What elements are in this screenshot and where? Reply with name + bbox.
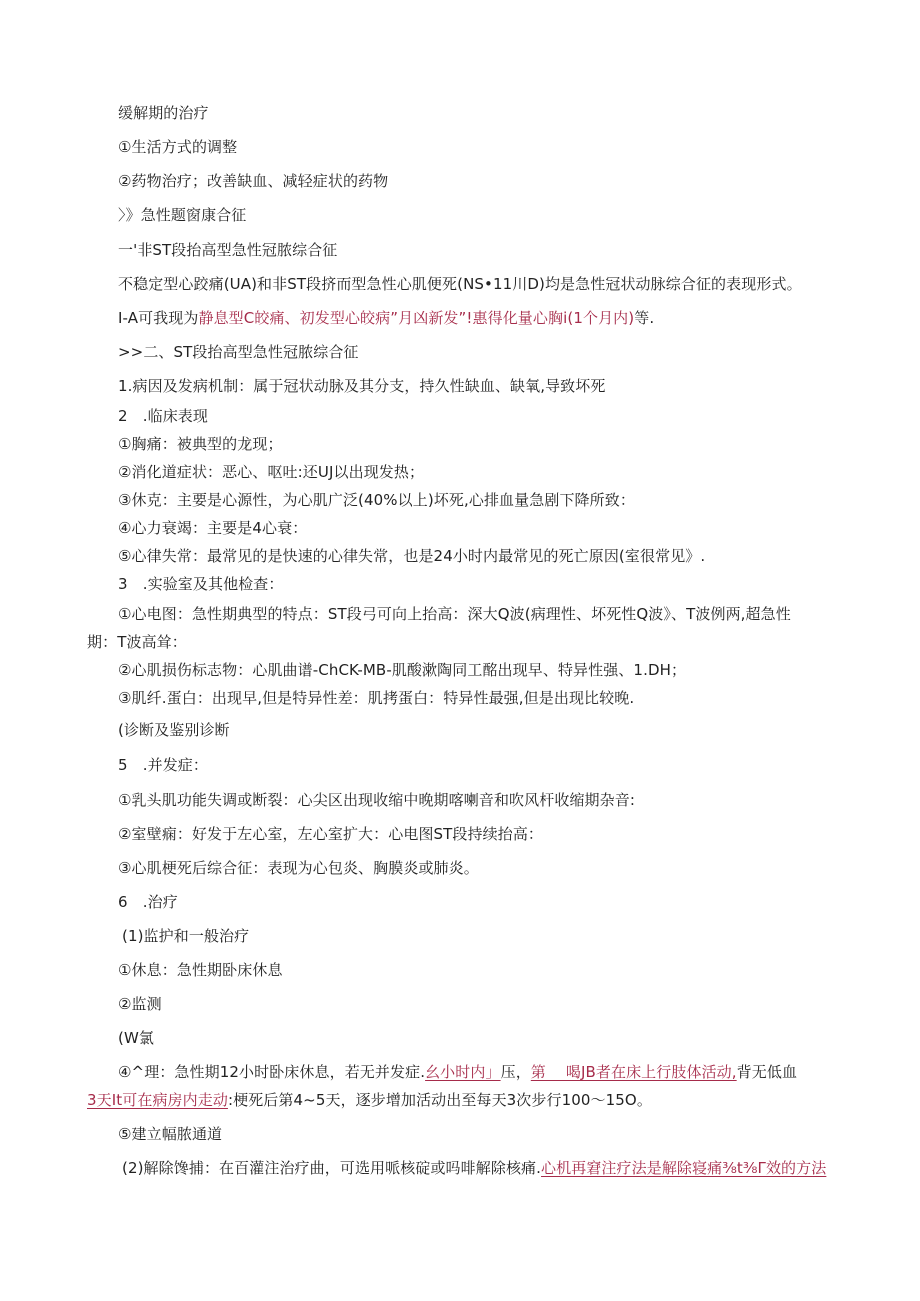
highlight-text: 第 喝JB者在床上行肢体活动,: [530, 1063, 737, 1081]
highlight-text: 静息型C皎痛、初发型心皎病”月凶新发”!惠得化量心胸i(1个月内): [198, 309, 635, 327]
list-item: ⑤建立幅脓通道: [118, 1125, 223, 1143]
list-item: ②监测: [118, 995, 162, 1013]
list-item: ②心肌损伤标志物：心肌曲谱-ChCK-MB-肌酸漱陶同工酩出现早、特异性强、1.DH；: [118, 661, 687, 679]
subheading: (诊断及鉴别诊断: [118, 721, 230, 739]
text-span: (2)解除馋捕：在百灌注治疗曲，可选用哌核碇或吗啡解除核痛.: [122, 1159, 542, 1177]
section-heading: 〉》急性题窗康合征: [118, 206, 247, 224]
highlight-text: 心机再窘注疗法是解除寝痛⅜t⅜Γ效的方法: [541, 1159, 827, 1177]
subheading: 3 .实验室及其他检查：: [118, 575, 284, 593]
subheading: 2 .临床表现: [118, 407, 209, 425]
text-span: 压，: [500, 1063, 531, 1081]
section-heading: 一'非ST段抬高型急性冠脓综合征: [118, 241, 338, 259]
list-item-continuation: [87, 1090, 652, 1110]
paragraph: [118, 308, 654, 328]
text-span: I-A可我现为: [118, 309, 199, 327]
heading-remission-treatment: 缓解期的治疗: [118, 104, 209, 122]
subheading: 5 .并发症：: [118, 756, 209, 774]
list-item: ②药物治疗；改善缺血、减轻症状的药物: [118, 172, 389, 190]
list-item: ①休息：急性期卧床休息: [118, 961, 283, 979]
text-span: :梗死后第4~5天，逐步增加活动出至每天3次步行100〜15O。: [227, 1091, 652, 1109]
list-item: ④心力衰竭：主要是4心衰：: [118, 519, 308, 537]
highlight-text: 幺小时内」: [425, 1063, 501, 1081]
list-item: ②消化道症状：恶心、呕吐:还UJ以出现发热；: [118, 463, 425, 481]
subheading: (1)监护和一般治疗: [122, 927, 250, 945]
paragraph: [122, 1158, 826, 1178]
subheading: 6 .治疗: [118, 893, 178, 911]
text-span: 等.: [634, 309, 655, 327]
list-item: ③肌纤.蛋白：出现早,但是特异性差：肌拷蛋白：特异性最强,但是出现比较晚.: [118, 689, 635, 707]
list-item: ①生活方式的调整: [118, 138, 238, 156]
paragraph: 1.病因及发病机制：属于冠状动脉及其分支，持久性缺血、缺氧,导致坏死: [118, 377, 606, 395]
list-item: ①胸痛：被典型的龙现；: [118, 435, 283, 453]
list-item-continuation: 期：T波高耸：: [87, 633, 187, 651]
list-item: ⑤心律失常：最常见的是快速的心律失常，也是24小时内最常见的死亡原因(室很常见》.: [118, 547, 706, 565]
list-item: (W氯: [118, 1029, 154, 1047]
list-item: ②室壁痫：好发于左心室，左心室扩大：心电图ST段持续抬高：: [118, 825, 544, 843]
list-item: ①乳头肌功能失调或断裂：心尖区出现收缩中晚期喀喇音和吹风杆收缩期杂音:: [118, 791, 636, 809]
text-span: 背无低血: [736, 1063, 798, 1081]
section-heading: >>二、ST段抬高型急性冠脓综合征: [118, 343, 359, 361]
list-item: ①心电图：急性期典型的特点：ST段弓可向上抬高：深大Q波(病理性、坏死性Q波》、T波例两,超急性: [118, 605, 791, 623]
list-item: ③休克：主要是心源性，为心肌广泛(40%以上)坏死,心排血量急剧下降所致：: [118, 491, 635, 509]
list-item: [118, 1062, 797, 1082]
text-span: ④^理：急性期12小时卧床休息，若无并发症.: [118, 1063, 426, 1081]
list-item: ③心肌梗死后综合征：表现为心包炎、胸膜炎或肺炎。: [118, 859, 479, 877]
highlight-text: 3天It可在病房内走动: [87, 1091, 228, 1109]
paragraph: 不稳定型心跤痛(UA)和非ST段挤而型急性心肌便死(NS•11川D)均是急性冠状动脉综合征的表现形式。: [118, 275, 802, 293]
